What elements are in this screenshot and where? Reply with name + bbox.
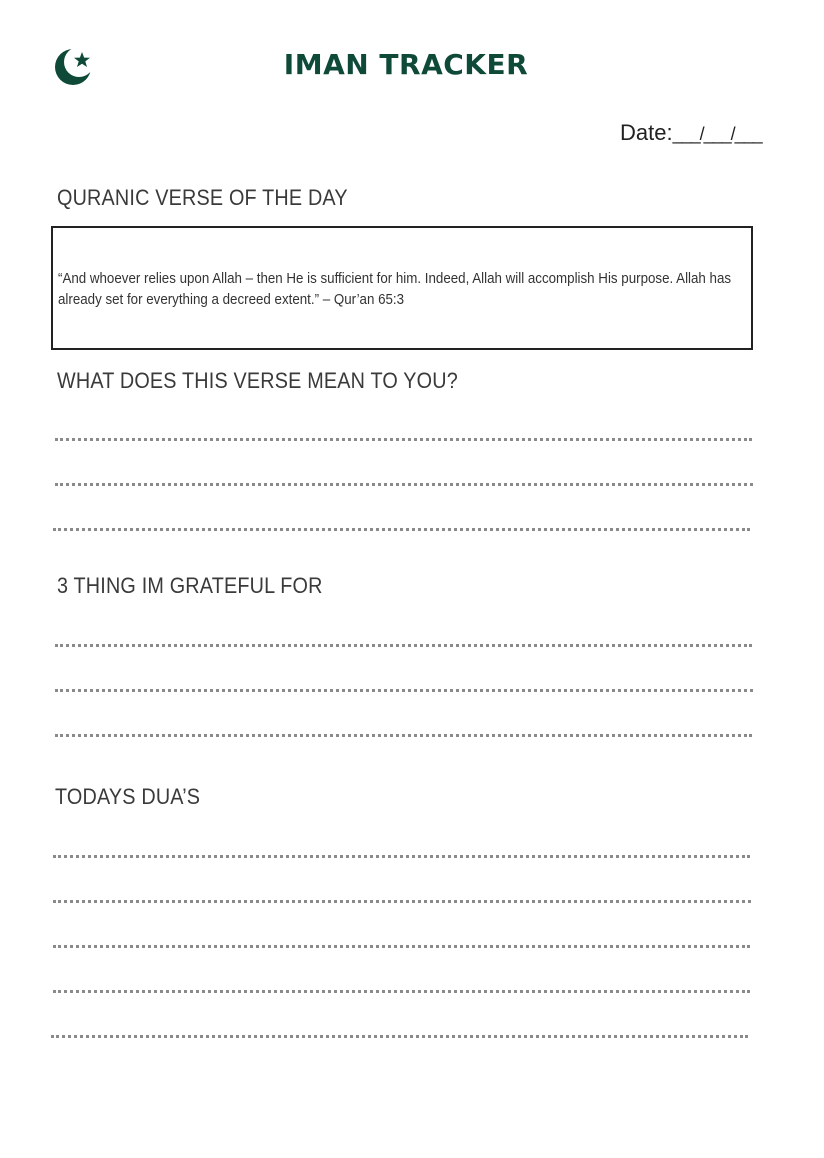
- duas-write-line-4[interactable]: [53, 990, 750, 993]
- meaning-write-line-3[interactable]: [53, 528, 750, 531]
- verse-box: [51, 226, 753, 350]
- date-blank: ___/___/___: [672, 124, 762, 144]
- grateful-write-line-2[interactable]: [55, 689, 753, 692]
- page-title: IMAN TRACKER: [283, 48, 529, 81]
- grateful-heading: 3 THING IM GRATEFUL FOR: [57, 573, 323, 598]
- duas-heading: TODAYS DUA’S: [55, 784, 201, 809]
- duas-write-line-1[interactable]: [53, 855, 750, 858]
- meaning-write-line-2[interactable]: [55, 483, 753, 486]
- grateful-write-line-1[interactable]: [55, 644, 752, 647]
- meaning-heading: WHAT DOES THIS VERSE MEAN TO YOU?: [57, 368, 458, 393]
- meaning-write-line-1[interactable]: [55, 438, 752, 441]
- date-label: Date:: [620, 120, 673, 145]
- duas-write-line-3[interactable]: [53, 945, 750, 948]
- verse-text: “And whoever relies upon Allah – then He is sufficient for him. Indeed, Allah will accomplish His purpose. Allah has already set for everything a decreed extent.” – Qur’an 65:3: [58, 271, 732, 308]
- duas-write-line-2[interactable]: [53, 900, 751, 903]
- grateful-write-line-3[interactable]: [55, 734, 752, 737]
- date-field[interactable]: [620, 120, 762, 146]
- duas-write-line-5[interactable]: [51, 1035, 748, 1038]
- verse-heading: QURANIC VERSE OF THE DAY: [57, 185, 348, 210]
